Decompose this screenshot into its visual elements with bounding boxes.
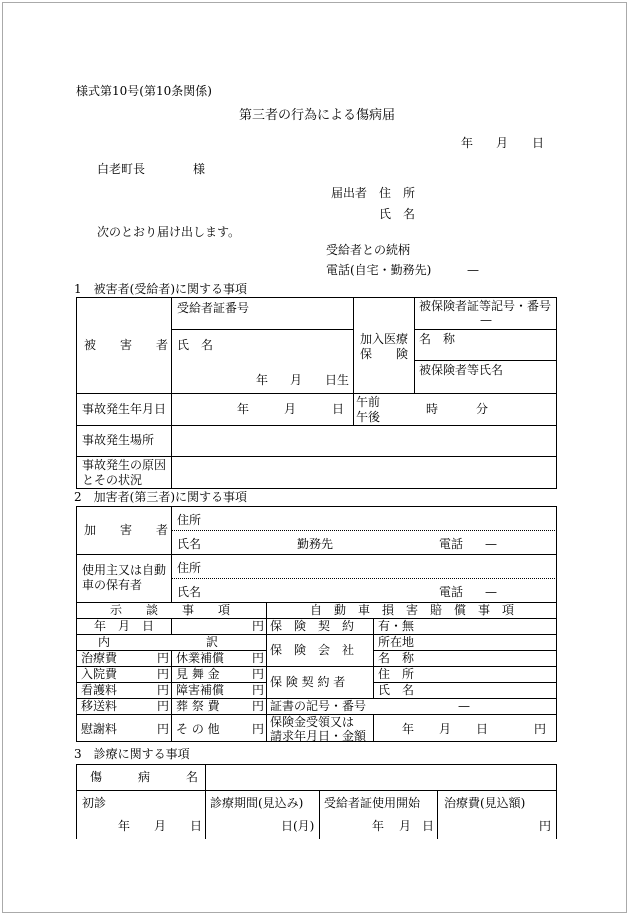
rule (205, 764, 206, 839)
am-label: 午前 (356, 395, 381, 409)
insured-cert-dash: — (480, 313, 492, 327)
fee-yen: 円 (252, 699, 265, 713)
cert-start-year: 年 (372, 819, 385, 833)
breakdown-label: 内 訳 (98, 635, 219, 649)
rule (373, 714, 374, 742)
birth-day: 日生 (325, 373, 350, 387)
phone-dash: — (467, 263, 479, 277)
owner-address-label: 住所 (177, 561, 202, 575)
recipient-cert-label: 受給者証番号 (177, 301, 250, 315)
perp-address-label: 住所 (177, 513, 202, 527)
rule (414, 360, 557, 361)
settlement-amount-yen: 円 (252, 619, 265, 633)
fee-yen: 円 (157, 667, 170, 681)
perp-phone-dash: — (485, 537, 497, 551)
rule (414, 297, 415, 393)
filer-name-label: 氏 名 (379, 207, 416, 221)
rule (171, 618, 172, 634)
rule (76, 425, 557, 426)
rule (373, 618, 374, 698)
insurance-yes-no: 有・無 (378, 619, 415, 633)
section3-heading: 3 診療に関する事項 (74, 747, 190, 761)
section2-heading: 2 加害者(第三者)に関する事項 (74, 490, 247, 504)
rule (171, 578, 557, 579)
honorific: 様 (193, 162, 206, 176)
pm-label: 午後 (356, 410, 381, 424)
fee-left-label: 移送料 (81, 699, 118, 713)
fee-yen: 円 (252, 667, 265, 681)
contractor-label: 保 険 契 約 者 (270, 675, 346, 689)
perp-phone-label: 電話 (439, 537, 464, 551)
treatment-cost-label: 治療費(見込額) (444, 796, 526, 810)
fee-yen: 円 (157, 651, 170, 665)
owner-label-2: 車の保有者 (82, 578, 143, 592)
addressee: 白老町長 (97, 162, 146, 176)
accident-cause-label-2: とその状況 (82, 473, 143, 487)
settlement-date-label: 年 月 日 (94, 619, 155, 633)
hour-label: 時 (426, 402, 439, 416)
first-visit-month: 月 (154, 819, 167, 833)
fee-yen: 円 (157, 683, 170, 697)
owner-phone-label: 電話 (439, 585, 464, 599)
insured-person-label: 被保険者等氏名 (419, 363, 504, 377)
claim-label-1: 保険金受領又は (270, 715, 355, 729)
perp-name-label: 氏名 (177, 537, 202, 551)
fee-yen: 円 (252, 683, 265, 697)
contractor-address-label: 住 所 (378, 667, 415, 681)
fee-yen: 円 (157, 699, 170, 713)
rule (76, 764, 77, 839)
victim-name-label: 氏 名 (177, 338, 214, 352)
date-year: 年 (461, 136, 474, 150)
fee-yen: 円 (252, 651, 265, 665)
owner-label-1: 使用主又は自動 (82, 563, 167, 577)
date-month: 月 (496, 136, 509, 150)
fee-left-label: 治療費 (81, 651, 118, 665)
cert-start-day: 日 (422, 819, 435, 833)
rule (266, 602, 267, 742)
fee-right-label: そ の 他 (176, 722, 220, 736)
rule (76, 764, 557, 765)
rule (353, 393, 354, 425)
first-visit-day: 日 (190, 819, 203, 833)
injury-label: 傷 病 名 (90, 770, 199, 784)
minute-label: 分 (476, 402, 489, 416)
fee-right-label: 障害補償 (176, 683, 225, 697)
section1-heading: 1 被害者(受給者)に関する事項 (74, 282, 247, 296)
treatment-cost-yen: 円 (539, 819, 552, 833)
perp-workplace-label: 勤務先 (297, 537, 334, 551)
form-number: 様式第10号(第10条関係) (76, 84, 212, 98)
accident-cause-label-1: 事故発生の原因 (82, 458, 167, 472)
contractor-name-label: 氏 名 (378, 683, 415, 697)
claim-month: 月 (439, 722, 452, 736)
relationship-label: 受給者との続柄 (326, 243, 411, 257)
fee-yen: 円 (157, 722, 170, 736)
cert-start-label: 受給者証使用開始 (324, 796, 421, 810)
claim-year: 年 (402, 722, 415, 736)
filer-address-label: 住 所 (379, 186, 416, 200)
date-day: 日 (532, 136, 545, 150)
treatment-period-label: 診療期間(見込み) (210, 796, 304, 810)
certificate-dash: — (458, 699, 470, 713)
fee-right-label: 休業補償 (176, 651, 225, 665)
accident-month: 月 (284, 402, 297, 416)
victim-label: 被 害 者 (84, 338, 169, 352)
compensation-header: 自 動 車 損 害 賠 償 事 項 (310, 603, 515, 617)
rule (171, 530, 557, 531)
claim-yen: 円 (534, 722, 547, 736)
fee-right-label: 葬 祭 費 (176, 699, 220, 713)
insured-cert-label: 被保険者証等記号・番号 (419, 299, 552, 313)
rule (414, 329, 557, 330)
accident-day: 日 (332, 402, 345, 416)
fee-yen: 円 (252, 722, 265, 736)
filer-label: 届出者 (331, 186, 368, 200)
insurance-label-1: 加入医療 (360, 332, 409, 346)
birth-month: 月 (290, 373, 303, 387)
insurance-contract-label: 保 険 契 約 (270, 619, 355, 633)
rule (437, 790, 438, 839)
page-title: 第三者の行為による傷病届 (239, 108, 396, 123)
notice-text: 次のとおり届け出します。 (97, 225, 241, 239)
insurer-label: 保 険 会 社 (270, 643, 355, 657)
fee-left-label: 入院費 (81, 667, 118, 681)
first-visit-year: 年 (118, 819, 131, 833)
cert-start-month: 月 (399, 819, 412, 833)
accident-date-label: 事故発生年月日 (82, 402, 167, 416)
perpetrator-label: 加 害 者 (84, 523, 169, 537)
rule (171, 329, 353, 330)
fee-right-label: 見 舞 金 (176, 667, 220, 681)
rule (76, 790, 557, 791)
insurer-location-label: 所在地 (378, 635, 415, 649)
owner-phone-dash: — (485, 585, 497, 599)
rule (556, 764, 557, 839)
certificate-label: 証書の記号・番号 (270, 699, 367, 713)
fee-left-label: 看護料 (81, 683, 118, 697)
accident-year: 年 (237, 402, 250, 416)
insurer-name-label: 名 称 (378, 651, 415, 665)
birth-year: 年 (256, 373, 269, 387)
insurer-name-label: 名 称 (419, 332, 456, 346)
settlement-header: 示 談 事 項 (110, 603, 231, 617)
phone-label: 電話(自宅・勤務先) (326, 263, 432, 277)
rule (171, 650, 172, 742)
rule (353, 297, 354, 393)
claim-label-2: 請求年月日・金額 (270, 729, 367, 743)
claim-day: 日 (476, 722, 489, 736)
accident-place-label: 事故発生場所 (82, 433, 155, 447)
treatment-period-unit: 日(月) (281, 819, 315, 833)
rule (76, 554, 557, 555)
rule (319, 790, 320, 839)
fee-left-label: 慰謝料 (81, 722, 118, 736)
first-visit-label: 初診 (82, 796, 107, 810)
insurance-label-2: 保 険 (360, 347, 409, 361)
rule (76, 456, 557, 457)
rule (76, 393, 557, 394)
owner-name-label: 氏名 (177, 585, 202, 599)
